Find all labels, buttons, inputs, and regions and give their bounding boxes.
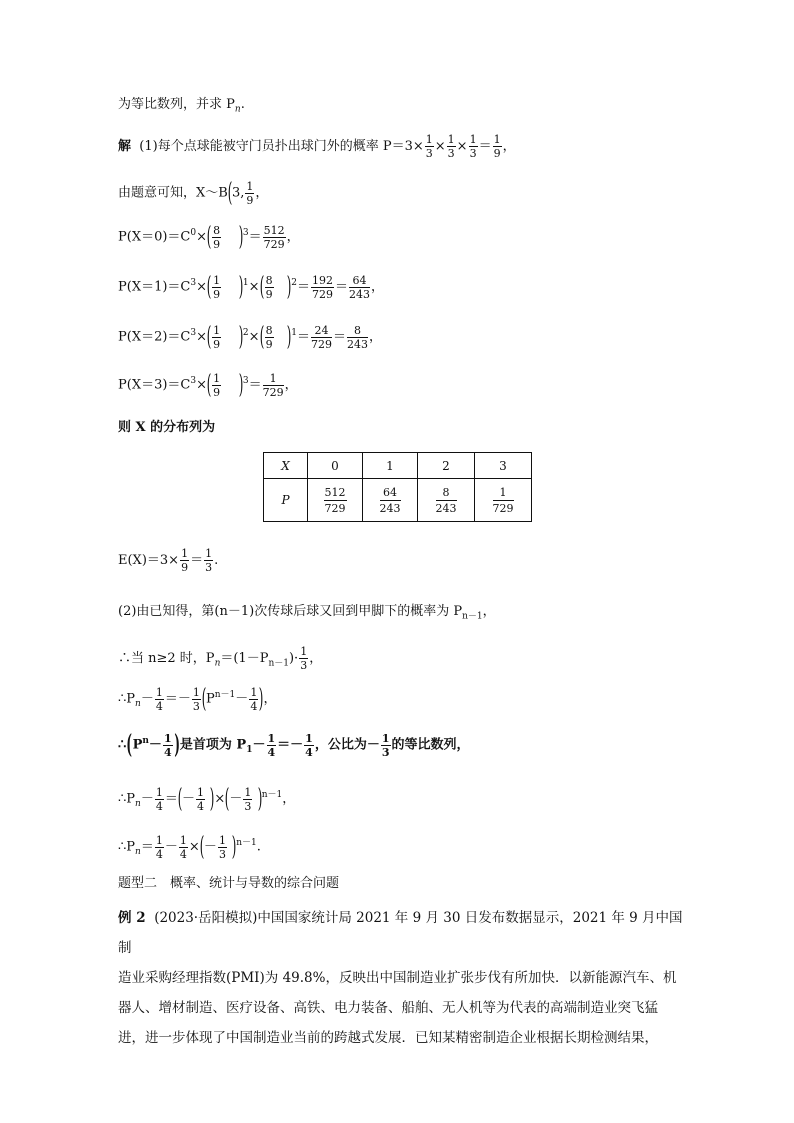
solution-line-1: 解 (1)每个点球能被守门员扑出球门外的概率 P＝3× $\frac{1}{3}$ × $\frac{1}{3}$ × $\frac{1}{3}$ ＝ $\frac{1}{9}$ ， — [118, 133, 516, 160]
solution-label: 解 — [118, 139, 132, 154]
distribution-intro: 则 X 的分布列为 — [118, 420, 216, 435]
example-line-2: 造业采购经理指数(PMI)为 49.8%，反映出中国制造业扩张步伐有所加快．以新能源汽车、机 — [118, 970, 677, 986]
example-label: 例 2 — [118, 910, 146, 926]
example-paragraph — [118, 903, 684, 1053]
recurrence-line: ∴当 n≥2 时，$P_n=(1-P_{n-1})\cdot$ $\frac{1}{3}$ ， — [118, 645, 323, 672]
table-row — [264, 479, 532, 522]
example-line-3: 器人、增材制造、医疗设备、高铁、电力装备、船舶、无人机等为代表的高端制造业突飞猛 — [118, 1000, 658, 1016]
intro-line: 为等比数列，并求 $P_n$. — [118, 97, 245, 115]
section-title: 题型二 概率、统计与导数的综合问题 — [118, 876, 340, 891]
binomial-line: 由题意可知，X～B(3, $\frac{1}{9}$ ， — [118, 178, 269, 208]
expectation-line: E(X)＝3× $\frac{1}{9}$ ＝ $\frac{1}{3}$ . — [118, 547, 219, 574]
table-header-cell: 1 — [363, 453, 418, 479]
table-cell: $\frac{512}{729}$ — [308, 479, 363, 522]
formula-line-2: $\therefore P_n=$ $\frac{1}{4}$ － $\frac{1}{4}$ ×(－ $\frac{1}{3}$ )$^{n-1}$. — [118, 832, 261, 862]
table-row — [264, 453, 532, 479]
table-cell: $\frac{64}{243}$ — [363, 479, 418, 522]
table-p-label: P — [264, 479, 308, 522]
example-line-1: 例 2 (2023·岳阳模拟)中国国家统计局 2021 年 9 月 30 日发布数据显示，2021 年 9 月中国制 — [118, 910, 683, 956]
table-cell: $\frac{8}{243}$ — [418, 479, 475, 522]
px2-line: $P(X=2)=C^3\times$( $\frac{1}{9}$ )$^2$×( $\frac{8}{9}$ )$^1$＝ $\frac{24}{729}$ ＝ $\frac{8}{243}$ ， — [118, 322, 382, 352]
shift-line: $\therefore P_n-$ $\frac{1}{4}$ ＝－ $\frac{1}{3}$ ($P^{n-1}-$ $\frac{1}{4}$ )， — [118, 684, 277, 714]
px0-line: $P(X=0)=C^0\times$( $\frac{8}{9}$ )$^3$＝ $\frac{512}{729}$ ， — [118, 222, 300, 252]
px1-line: $P(X=1)=C^3\times$( $\frac{1}{9}$ )$^1$×( $\frac{8}{9}$ )$^2$＝ $\frac{192}{729}$ ＝ $\frac{64}{243}$ ， — [118, 272, 384, 302]
table-cell: $\frac{1}{729}$ — [475, 479, 532, 522]
example-line-4: 进，进一步体现了中国制造业当前的跨越式发展．已知某精密制造企业根据长期检测结果， — [118, 1030, 658, 1046]
formula-line-1: $\therefore P_n-$ $\frac{1}{4}$ ＝(－ $\frac{1}{4}$ )×(－ $\frac{1}{3}$ )$^{n-1}$， — [118, 784, 296, 814]
table-header-cell: 3 — [475, 453, 532, 479]
geometric-line: $\therefore(P^n-$ $\frac{1}{4}$ )是首项为 $P_1-$ $\frac{1}{4}$ ＝－ $\frac{1}{4}$ ，公比为－ $\frac{1}{3}$ 的等比数列， — [118, 730, 470, 760]
table-header-cell: 2 — [418, 453, 475, 479]
table-header-cell: 0 — [308, 453, 363, 479]
part2-intro: (2)由已知得，第(n－1)次传球后球又回到甲脚下的概率为 $P_{n-1}$， — [118, 604, 496, 622]
table-header-cell: X — [264, 453, 308, 479]
distribution-table — [263, 452, 532, 522]
px3-line: $P(X=3)=C^3\times$( $\frac{1}{9}$ )$^3$＝ $\frac{1}{729}$ ， — [118, 370, 298, 400]
